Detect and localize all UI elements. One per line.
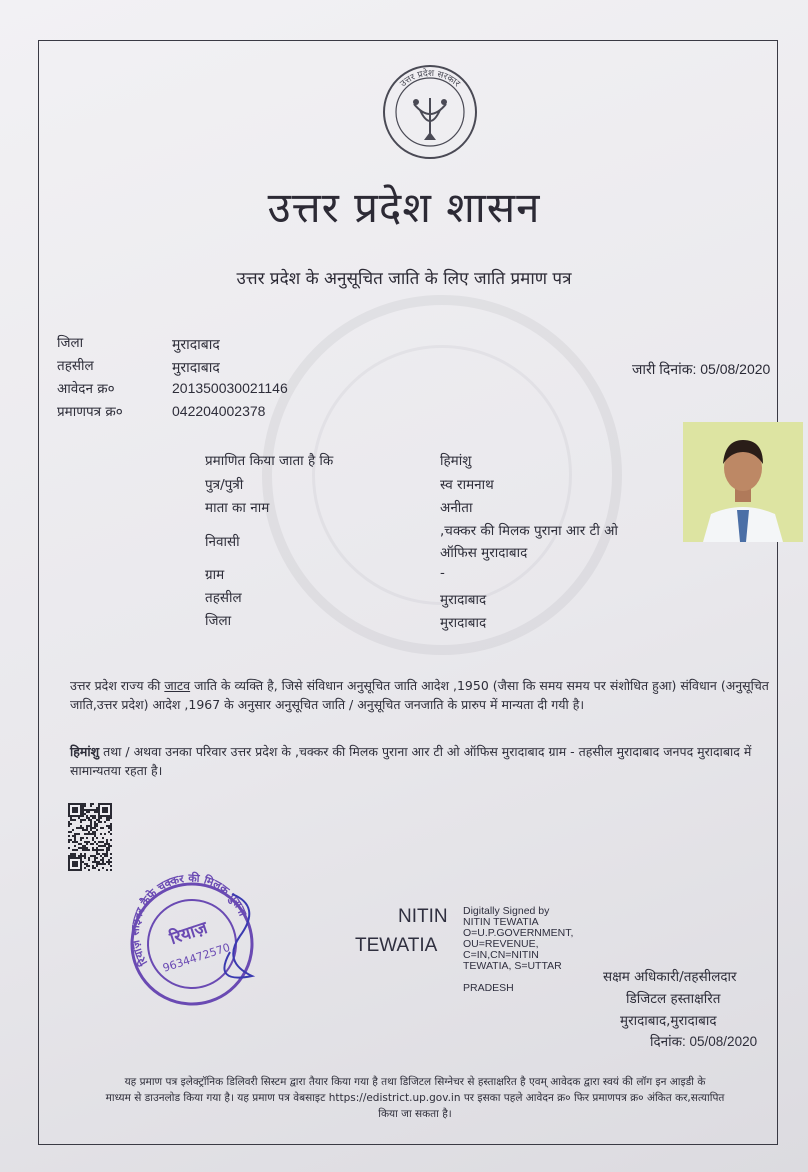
certificate-number: 042204002378	[172, 403, 266, 419]
detail-label-certified: प्रमाणित किया जाता है कि	[205, 453, 334, 469]
detail-value-name: हिमांशु	[440, 453, 472, 469]
svg-text:9634472570: 9634472570	[161, 940, 232, 975]
up-government-emblem	[374, 62, 486, 162]
svg-text:रियाज़ साइबर कैफे चक्कर की मिल: रियाज़ साइबर कैफे चक्कर की मिलक पुराना	[128, 871, 250, 968]
certificate-label: प्रमाणपत्र क्र०	[57, 404, 123, 420]
caste-name: जाटव	[164, 678, 191, 693]
digital-signature-details: Digitally Signed by NITIN TEWATIA O=U.P.GOVERNMENT, OU=REVENUE, C=IN,CN=NITIN TEWATIA, S=UTTAR PRADESH	[463, 905, 574, 994]
tehsil-label: तहसील	[57, 358, 94, 374]
applicant-photo	[683, 422, 803, 542]
svg-text:उत्तर प्रदेश सरकार: उत्तर प्रदेश सरकार	[398, 68, 462, 90]
detail-label-district: जिला	[205, 613, 232, 629]
application-label: आवेदन क्र०	[57, 381, 115, 397]
qr-code	[68, 803, 112, 871]
detail-label-mother: माता का नाम	[205, 500, 270, 516]
applicant-name: हिमांशु	[70, 744, 100, 759]
officer-place: मुरादाबाद,मुरादाबाद	[620, 1013, 717, 1029]
officer-date: दिनांक: 05/08/2020	[650, 1034, 758, 1049]
caste-declaration-paragraph: उत्तर प्रदेश राज्य की जाटव जाति के व्यक्ति है, जिसे संविधान अनुसूचित जाति आदेश ,1950 (जैसा कि समय समय पर संशोधित हुआ) संविधान (अनुसूचित जाति,उत्तर प्रदेश) आदेश ,1967 के अनुसार अनुसूचित जाति / अनुसूचित जनजाति के प्रारुप में मान्यता दी गयी है।	[70, 678, 769, 712]
detail-label-tehsil: तहसील	[205, 590, 242, 606]
detail-value-village: -	[440, 565, 445, 581]
detail-label-child-of: पुत्र/पुत्री	[205, 477, 244, 493]
certificate-subtitle: उत्तर प्रदेश के अनुसूचित जाति के लिए जाति प्रमाण पत्र	[236, 269, 572, 289]
detail-value-district: मुरादाबाद	[440, 615, 487, 631]
digitally-signed-label: डिजिटल हस्ताक्षरित	[626, 991, 721, 1007]
tehsil-value: मुरादाबाद	[172, 359, 220, 375]
detail-value-address-1: ,चक्कर की मिलक पुराना आर टी ओ	[440, 523, 618, 539]
signer-name-line-2: TEWATIA	[355, 935, 438, 956]
cyber-cafe-stamp	[112, 866, 282, 1016]
detail-value-father: स्व रामनाथ	[440, 477, 494, 493]
detail-value-mother: अनीता	[440, 500, 473, 516]
application-number: 201350030021146	[172, 380, 288, 396]
government-title: उत्तर प्रदेश शासन	[267, 183, 541, 232]
detail-label-resident: निवासी	[205, 534, 240, 550]
svg-text:रियाज़: रियाज़	[167, 918, 210, 949]
issue-date: जारी दिनांक: 05/08/2020	[632, 361, 771, 377]
detail-value-address-2: ऑफिस मुरादाबाद	[440, 545, 528, 561]
detail-label-village: ग्राम	[205, 567, 225, 583]
officer-designation: सक्षम अधिकारी/तहसीलदार	[603, 969, 737, 985]
detail-value-tehsil: मुरादाबाद	[440, 592, 487, 608]
signer-name-line-1: NITIN	[398, 906, 448, 927]
district-label: जिला	[57, 335, 84, 351]
district-value: मुरादाबाद	[172, 336, 220, 352]
residence-paragraph: हिमांशु तथा / अथवा उनका परिवार उत्तर प्रदेश के ,चक्कर की मिलक पुराना आर टी ओ ऑफिस मुरादाबाद ग्राम - तहसील मुरादाबाद जनपद मुरादाबाद में सामान्यतया रहता है।	[70, 744, 752, 778]
verification-footer: यह प्रमाण पत्र इलेक्ट्रॉनिक डिलिवरी सिस्टम द्वारा तैयार किया गया है तथा डिजिटल सिग्नेचर से हस्ताक्षरित है एवम् आवेदक द्वारा स्वयं की लॉग इन आइडी के माध्यम से डाउनलोड किया गया है। यह प्रमाण पत्र वेबसाइट https://edistrict.up.gov.in पर इसका पहले आवेदन क्र० फिर प्रमाणपत्र क्र० अंकित कर,सत्यापित किया जा सकता है।	[105, 1076, 725, 1120]
